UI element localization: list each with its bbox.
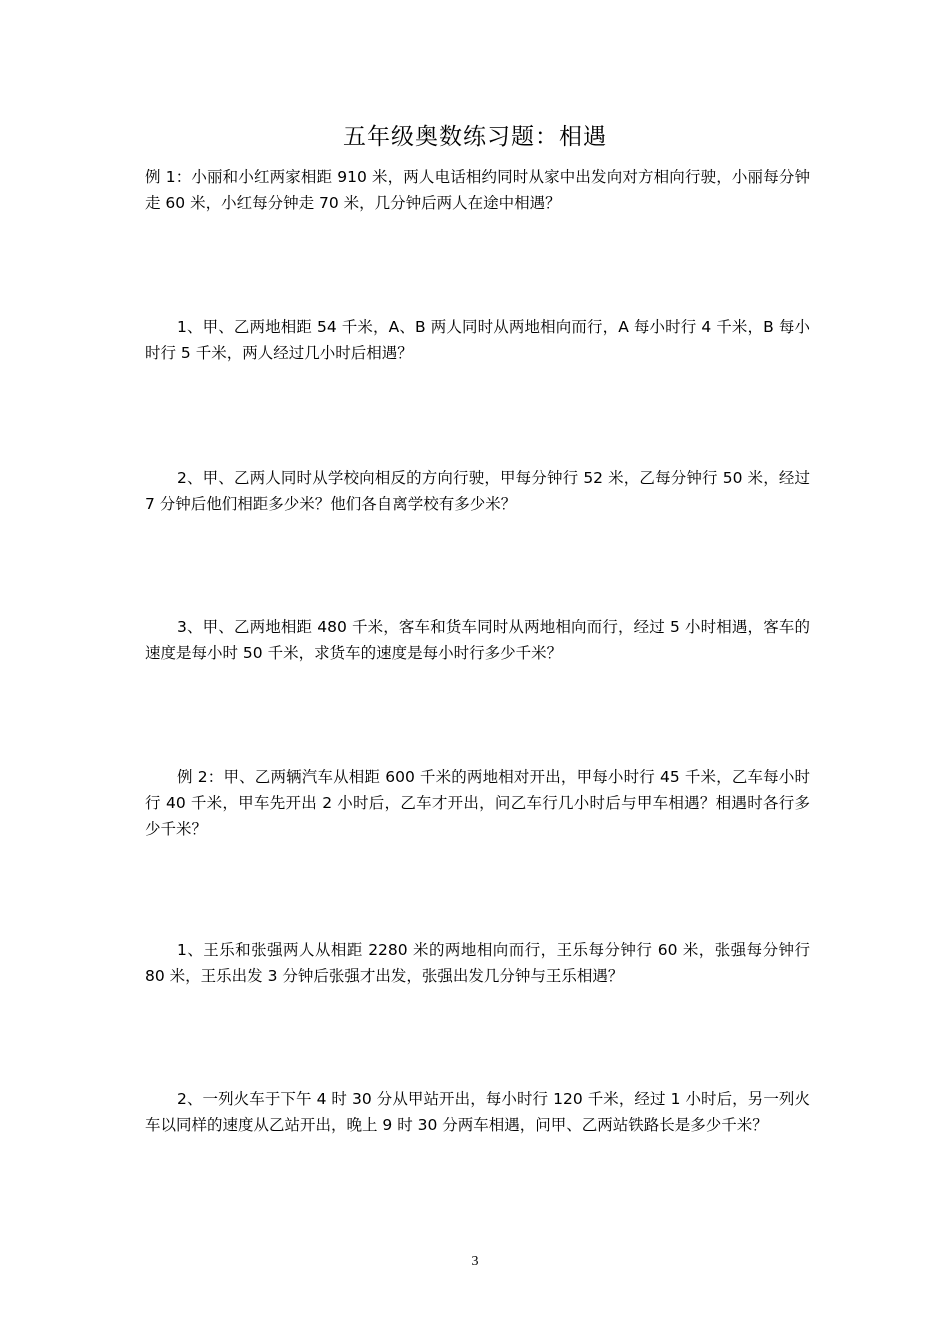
example-1: 例 1：小丽和小红两家相距 910 米，两人电话相约同时从家中出发向对方相向行驶，小丽每分钟走 60 米，小红每分钟走 70 米，几分钟后两人在途中相遇？ — [145, 168, 810, 212]
problem-1-3: 3、甲、乙两地相距 480 千米，客车和货车同时从两地相向而行，经过 5 小时相遇，客车的速度是每小时 50 千米，求货车的速度是每小时行多少千米？ — [145, 618, 810, 662]
problem-2-2: 2、一列火车于下午 4 时 30 分从甲站开出，每小时行 120 千米，经过 1 小时后，另一列火车以同样的速度从乙站开出，晚上 9 时 30 分两车相遇，问甲、乙两站铁路长是多少千米？ — [145, 1090, 810, 1134]
problem-1-2: 2、甲、乙两人同时从学校向相反的方向行驶，甲每分钟行 52 米，乙每分钟行 50 米，经过 7 分钟后他们相距多少米？他们各自离学校有多少米？ — [145, 469, 810, 513]
page-number: 3 — [471, 1254, 479, 1269]
page-title: 五年级奥数练习题：相遇 — [343, 124, 607, 150]
problem-1-1: 1、甲、乙两地相距 54 千米，A、B 两人同时从两地相向而行，A 每小时行 4 千米，B 每小时行 5 千米，两人经过几小时后相遇？ — [145, 318, 810, 362]
problem-2-1: 1、王乐和张强两人从相距 2280 米的两地相向而行，王乐每分钟行 60 米，张强每分钟行 80 米，王乐出发 3 分钟后张强才出发，张强出发几分钟与王乐相遇？ — [145, 941, 810, 985]
example-2: 例 2：甲、乙两辆汽车从相距 600 千米的两地相对开出，甲每小时行 45 千米，乙车每小时行 40 千米，甲车先开出 2 小时后，乙车才开出，问乙车行几小时后与甲车相遇？相遇时各行多少千米？ — [145, 768, 810, 838]
